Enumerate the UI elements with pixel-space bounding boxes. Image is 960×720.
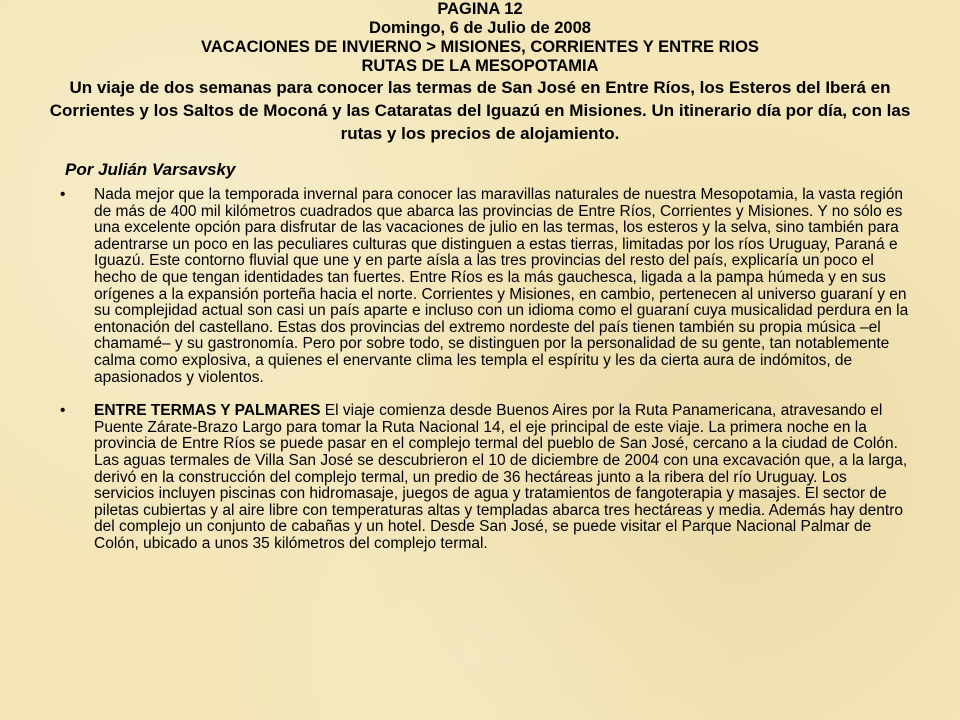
- article-title: RUTAS DE LA MESOPOTAMIA: [361, 57, 599, 75]
- bullet-icon: •: [60, 402, 66, 420]
- article-body: [60, 187, 910, 552]
- paragraph-lead-heading: ENTRE TERMAS Y PALMARES: [94, 402, 321, 420]
- paragraph-text: El viaje comienza desde Buenos Aires por la Ruta Panamericana, atravesando el Puente Zárate-Brazo Largo para tomar la Ruta Nacional 14, el eje principal de este viaje. La primera noche en la provincia de Entre Ríos se puede pasar en el complejo termal del pueblo de San José, cercano a la ciudad de Colón. Las aguas termales de Villa San José se descubrieron el 10 de diciembre de 2004 con una excavación que, a la larga, derivó en la construcción del complejo termal, un predio de 36 hectáreas junto a la ribera del río Uruguay. Los servicios incluyen piscinas con hidromasaje, juegos de agua y tratamientos de fangoterapia y masajes. El sector de piletas cubiertas y al aire libre con temperaturas altas y templadas abarca tres hectáreas y media. Además hay dentro del complejo un conjunto de cabañas y un hotel. Desde San José, se puede visitar el Parque Nacional Palmar de Colón, ubicado a unos 35 kilómetros del complejo termal.: [94, 402, 908, 552]
- article-summary: Un viaje de dos semanas para conocer las termas de San José en Entre Ríos, los Esteros del Iberá en Corrientes y los Saltos de Moconá y las Cataratas del Iguazú en Misiones. Un itinerario día por día, con las rutas y los precios de alojamiento.: [49, 78, 911, 143]
- byline: Por Julián Varsavsky: [65, 160, 236, 179]
- article-header: [40, 0, 920, 145]
- publication-date: Domingo, 6 de Julio de 2008: [369, 19, 591, 37]
- section-heading: VACACIONES DE INVIERNO > MISIONES, CORRIENTES Y ENTRE RIOS: [201, 38, 759, 56]
- page-number: PAGINA 12: [437, 0, 523, 18]
- bullet-icon: •: [60, 186, 66, 203]
- paragraph-termas: [60, 403, 910, 552]
- paragraph-text: Nada mejor que la temporada invernal para conocer las maravillas naturales de nuestra Mesopotamia, la vasta región de más de 400 mil kilómetros cuadrados que abarca las provincias de Entre Ríos, Corrientes y Misiones. Y no sólo es una excelente opción para disfrutar de las vacaciones de julio en las termas, los esteros y la selva, sino también para adentrarse un poco en las peculiares culturas que distinguen a estas tierras, limitadas por los ríos Uruguay, Paraná e Iguazú. Este contorno fluvial que une y en parte aísla a las tres provincias del resto del país, explicaría un poco el hecho de que tengan identidades tan fuertes. Entre Ríos es la más gauchesca, ligada a la pampa húmeda y en sus orígenes a la expansión porteña hacia el norte. Corrientes y Misiones, en cambio, pertenecen al universo guaraní y en su complejidad actual son casi un país aparte e incluso con un idioma como el guaraní cuya musicalidad perdura en la entonación del castellano. Estas dos provincias del extremo nordeste del país tienen también su propia música –el chamamé– y su gastronomía. Pero por sobre todo, se distinguen por la personalidad de su gente, tan notablemente calma como explosiva, a quienes el enervante clima les templa el espíritu y les da cierta aura de indómitos, de apasionados y violentos.: [94, 186, 909, 386]
- paragraph-intro: [60, 187, 910, 386]
